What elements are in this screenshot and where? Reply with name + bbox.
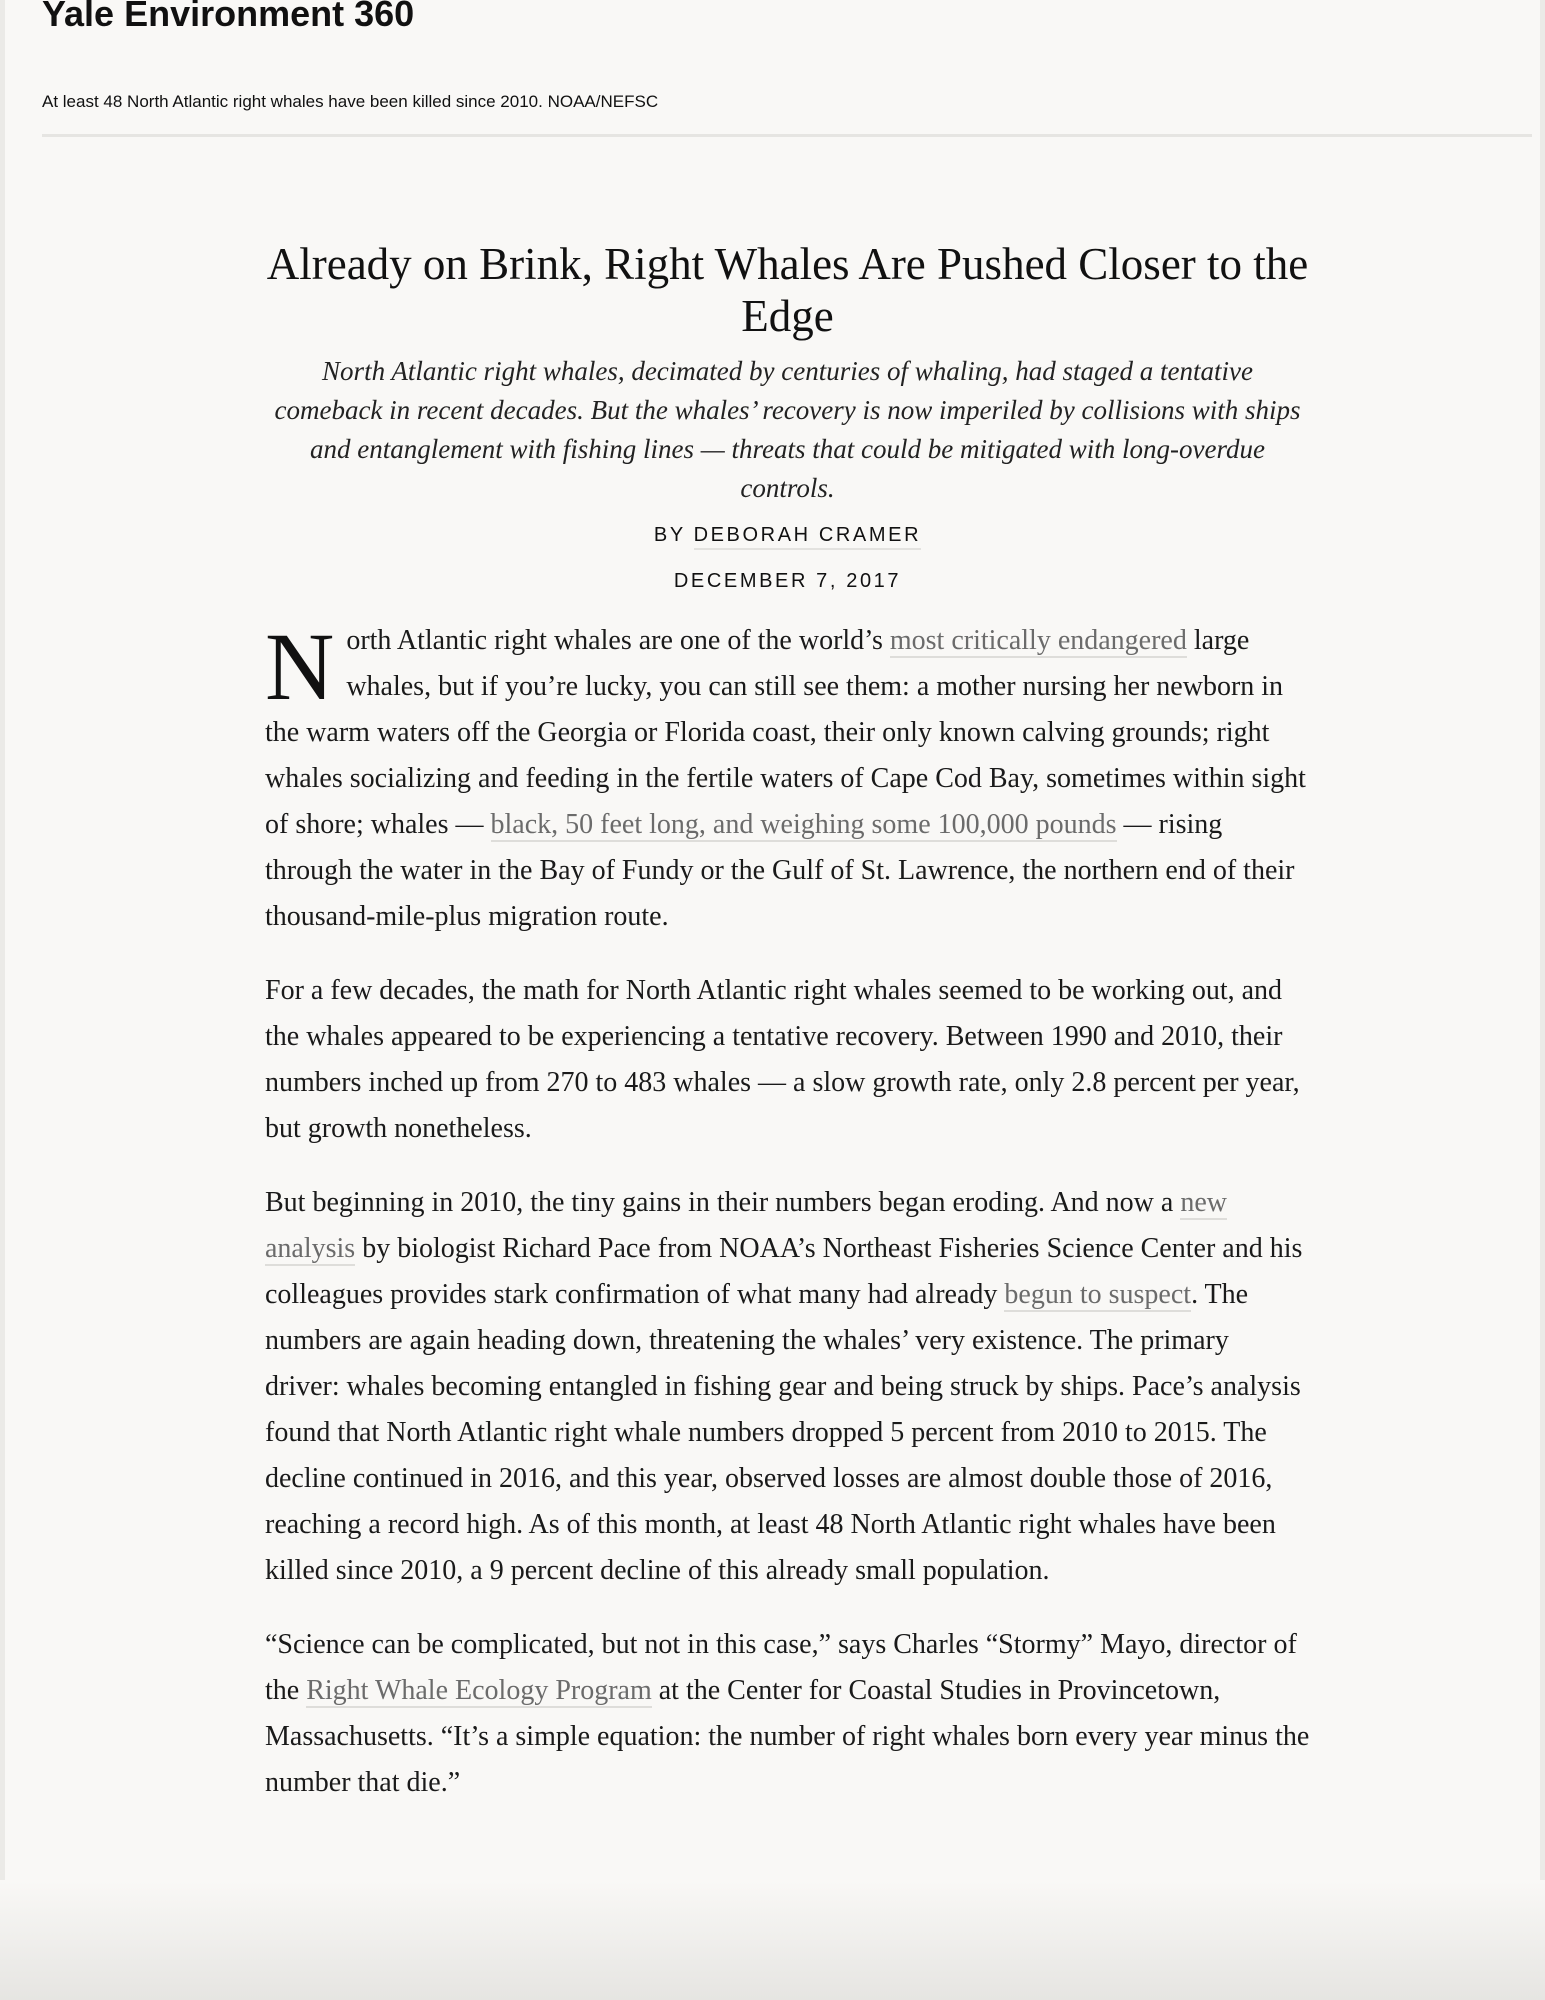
- link-begun-to-suspect[interactable]: begun to suspect: [1004, 1279, 1192, 1310]
- byline: [265, 520, 1310, 550]
- body-paragraph: [265, 1180, 1310, 1594]
- site-title[interactable]: Yale Environment 360: [42, 0, 415, 34]
- article-body: [265, 613, 1310, 1806]
- publish-date: DECEMBER 7, 2017: [673, 570, 902, 592]
- paragraph-text: — rising through the water in the Bay of Fundy or the Gulf of St. Lawrence, the northern end of their thousand-mile-plus migration route.: [265, 809, 1295, 932]
- byline-prefix: BY: [653, 524, 686, 546]
- body-paragraph: [265, 613, 1310, 940]
- article-headline: Already on Brink, Right Whales Are Pushed Closer to the Edge: [266, 239, 1309, 341]
- paragraph-text: But beginning in 2010, the tiny gains in their numbers began eroding. And now a: [265, 1187, 1181, 1218]
- body-paragraph: [265, 1622, 1310, 1806]
- link-whale-size-facts[interactable]: black, 50 feet long, and weighing some 100,000 pounds: [490, 809, 1117, 840]
- paragraph-text: . The numbers are again heading down, threatening the whales’ very existence. The primary driver: whales becoming entangled in fishing gear and being struck by ships. Pace’s analysis found that North Atlantic right whale numbers dropped 5 percent from 2010 to 2015. The decline continued in 2016, and this year, observed losses are almost double those of 2016, reaching a record high. As of this month, at least 48 North Atlantic right whales have been killed since 2010, a 9 percent decline of this already small population.: [265, 1279, 1301, 1586]
- page-background: [5, 0, 1540, 1920]
- paragraph-text: For a few decades, the math for North Atlantic right whales seemed to be working out, and the whales appeared to be experiencing a tentative recovery. Between 1990 and 2010, their numbers inched up from 270 to 483 whales — a slow growth rate, only 2.8 percent per year, but growth nonetheless.: [265, 975, 1300, 1144]
- paragraph-text: orth Atlantic right whales are one of the world’s: [346, 625, 890, 656]
- body-paragraph: [265, 968, 1310, 1152]
- photo-caption: At least 48 North Atlantic right whales have been killed since 2010. NOAA/NEFSC: [42, 92, 659, 111]
- article: [265, 238, 1310, 1834]
- author-link[interactable]: DEBORAH CRAMER: [694, 524, 922, 550]
- paragraph-text: by biologist Richard Pace from NOAA’s Northeast Fisheries Science Center and his colleagues provides stark confirmation of what many had already: [265, 1233, 1303, 1310]
- paragraph-text: “Science can be complicated, but not in this case,” says Charles “Stormy” Mayo, director of the: [265, 1629, 1297, 1706]
- paragraph-text: at the Center for Coastal Studies in Provincetown, Massachusetts. “It’s a simple equation: the number of right whales born every year minus the number that die.”: [265, 1675, 1310, 1798]
- article-dek: North Atlantic right whales, decimated by centuries of whaling, had staged a tentative comeback in recent decades. But the whales’ recovery is now imperiled by collisions with ships and entanglement with fishing lines — threats that could be mitigated with long-overdue controls.: [274, 356, 1301, 503]
- link-most-critically-endangered[interactable]: most critically endangered: [889, 625, 1187, 656]
- page-bottom-fade: [0, 1880, 1545, 2000]
- link-new-analysis[interactable]: new analysis: [265, 1187, 1227, 1264]
- paragraph-text: large whales, but if you’re lucky, you can still see them: a mother nursing her newborn in the warm waters off the Georgia or Florida coast, their only known calving grounds; right whales socializing and feeding in the fertile waters of Cape Cod Bay, sometimes within sight of shore; whales —: [265, 625, 1306, 840]
- drop-cap: N: [265, 613, 335, 720]
- link-right-whale-ecology-program[interactable]: Right Whale Ecology Program: [306, 1675, 652, 1706]
- header-divider: [42, 134, 1532, 137]
